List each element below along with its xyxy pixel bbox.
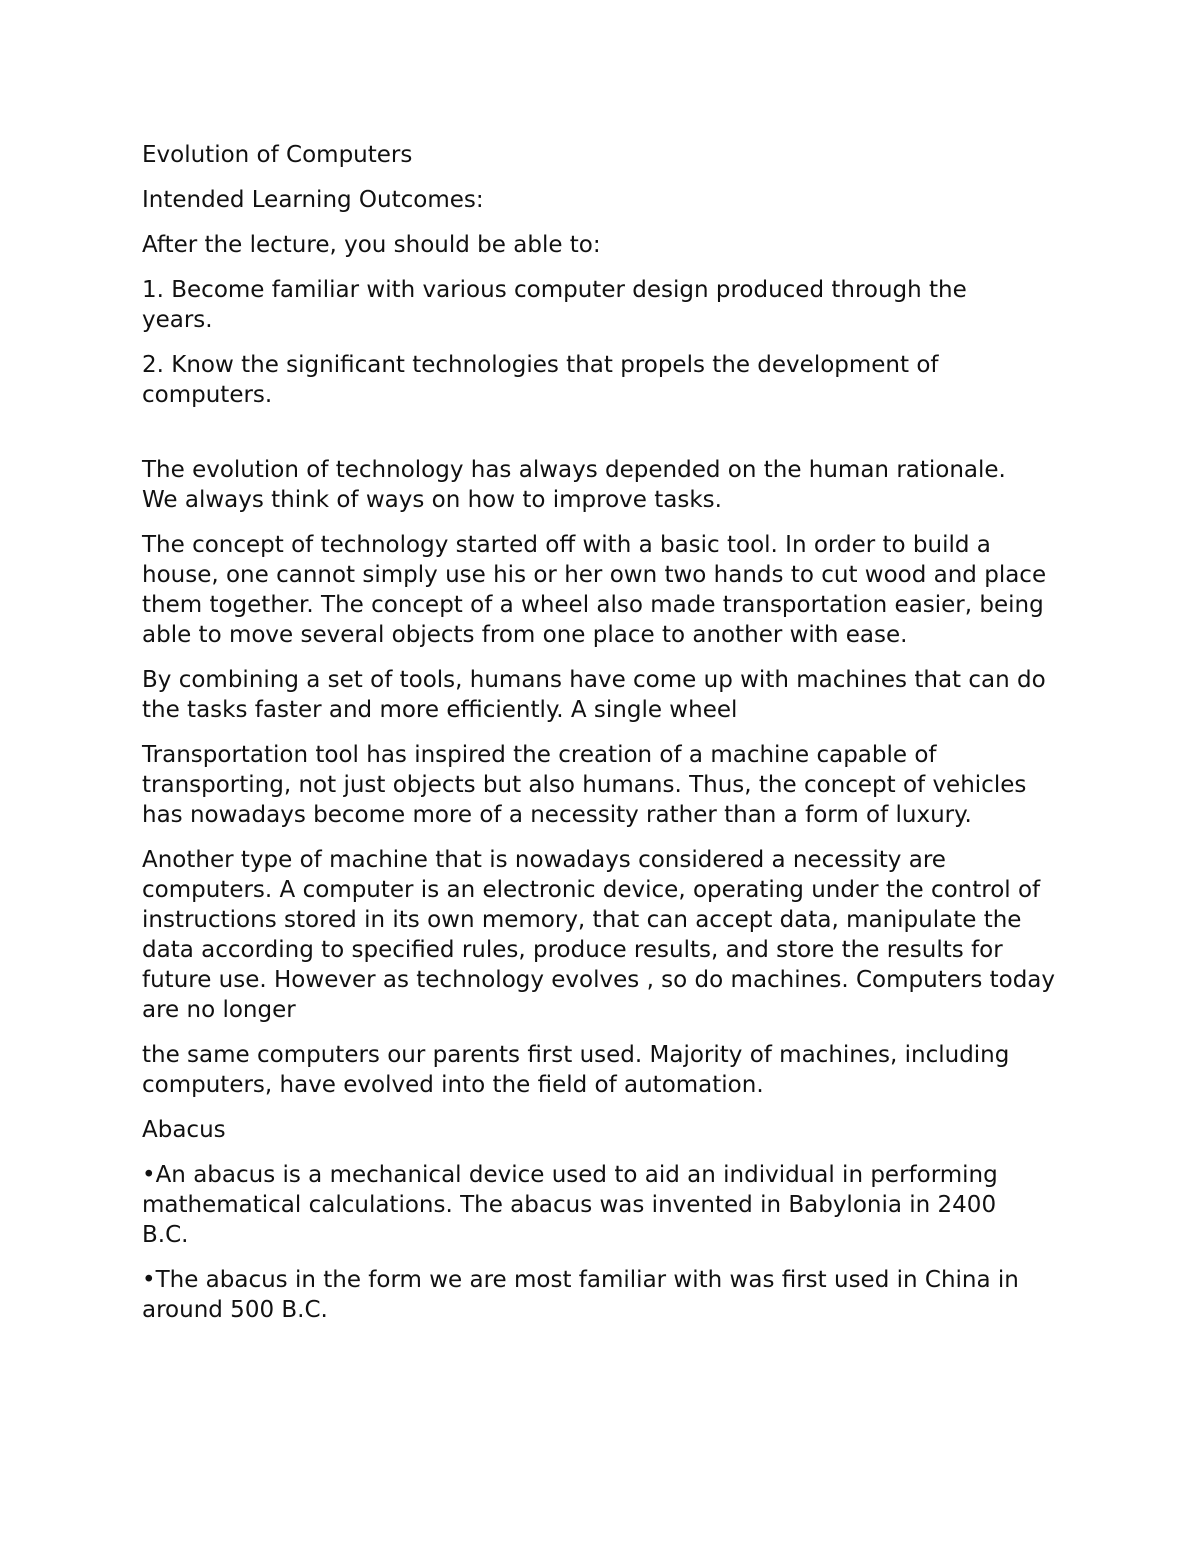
bullet-item: •The abacus in the form we are most familiar with was first used in China in around 500 B.C. bbox=[142, 1267, 1019, 1323]
document-body bbox=[142, 140, 1077, 1340]
outcome-item: 1. Become familiar with various computer design produced through the years. bbox=[142, 277, 967, 333]
bullet-item: •An abacus is a mechanical device used to aid an individual in performing mathematical calculations. The abacus was invented in Babylonia in 2400 B.C. bbox=[142, 1162, 998, 1248]
outcomes-intro: After the lecture, you should be able to: bbox=[142, 232, 601, 258]
paragraph-gap bbox=[142, 425, 1077, 455]
body-paragraph: Another type of machine that is nowadays considered a necessity are computers. A computer is an electronic device, operating under the control of instructions stored in its own memory, that can accept data, manipulate the data according to specified rules, produce results, and store the results for future use. However as technology evolves , so do machines. Computers today are no longer bbox=[142, 847, 1056, 1023]
body-paragraph: The evolution of technology has always depended on the human rationale. We always think of ways on how to improve tasks. bbox=[142, 457, 1006, 513]
outcomes-heading: Intended Learning Outcomes: bbox=[142, 187, 484, 213]
section-heading: Abacus bbox=[142, 1117, 226, 1143]
body-paragraph: By combining a set of tools, humans have come up with machines that can do the tasks faster and more efficiently. A single wheel bbox=[142, 667, 1046, 723]
outcome-item: 2. Know the significant technologies that propels the development of computers. bbox=[142, 352, 939, 408]
body-paragraph: The concept of technology started off with a basic tool. In order to build a house, one cannot simply use his or her own two hands to cut wood and place them together. The concept of a wheel also made transportation easier, being able to move several objects from one place to another with ease. bbox=[142, 532, 1047, 648]
body-paragraph: Transportation tool has inspired the creation of a machine capable of transporting, not just objects but also humans. Thus, the concept of vehicles has nowadays become more of a necessity rather than a form of luxury. bbox=[142, 742, 1027, 828]
document-title: Evolution of Computers bbox=[142, 142, 413, 168]
body-paragraph: the same computers our parents first used. Majority of machines, including computers, have evolved into the field of automation. bbox=[142, 1042, 1010, 1098]
